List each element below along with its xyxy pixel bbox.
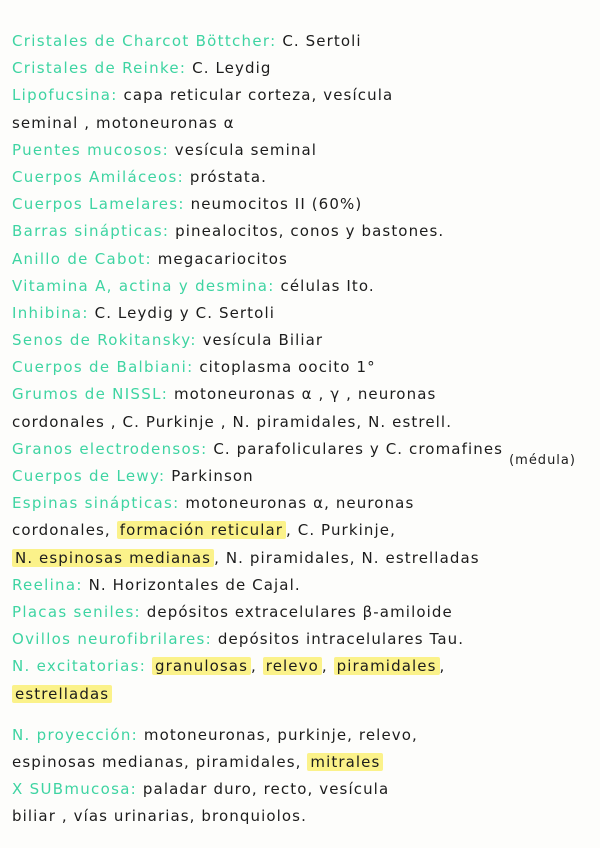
note-line: [12, 626, 592, 653]
note-description: megacariocitos: [157, 249, 288, 268]
note-continuation: , N. piramidales, N. estrelladas: [214, 548, 480, 567]
note-description: Parkinson: [171, 467, 254, 485]
note-line: [12, 803, 592, 830]
note-description: vesícula seminal: [174, 140, 318, 159]
note-description: capa reticular corteza, vesícula: [123, 86, 394, 105]
note-description: citoplasma oocito 1°: [199, 358, 376, 377]
note-term: X SUBmucosa:: [12, 780, 138, 799]
note-line: [12, 28, 592, 55]
note-line: [12, 137, 592, 164]
note-line: [12, 599, 592, 626]
note-line: [12, 722, 592, 749]
note-term: Cuerpos de Balbiani:: [12, 358, 194, 377]
note-description: neumocitos II (60%): [190, 195, 363, 214]
note-line: [12, 110, 592, 137]
note-description: motoneuronas, purkinje, relevo,: [143, 725, 418, 744]
note-term: N. excitatorias:: [12, 657, 147, 676]
note-term: Cuerpos de Lewy:: [12, 467, 166, 485]
note-line: [12, 572, 592, 599]
note-line: [12, 490, 592, 517]
note-line: [12, 749, 592, 776]
highlighted-text: mitrales: [307, 753, 383, 771]
note-line: [12, 517, 592, 544]
note-line: [12, 246, 592, 273]
note-description: vesícula Biliar: [202, 331, 324, 350]
note-term: Cristales de Charcot Böttcher:: [12, 32, 277, 50]
note-continuation: cordonales , C. Purkinje , N. piramidales, N. estrell.: [12, 412, 453, 431]
highlighted-text: formación reticular: [117, 521, 286, 539]
note-description: pinealocitos, conos y bastones.: [175, 222, 445, 241]
note-line: [12, 409, 592, 436]
note-description: ,: [251, 657, 263, 676]
note-line: [12, 463, 592, 490]
note-description: C. parafoliculares y C. cromafines: [213, 439, 504, 458]
note-line: [12, 55, 592, 82]
note-continuation: biliar , vías urinarias, bronquiolos.: [12, 807, 307, 826]
note-term: Cuerpos Lamelares:: [12, 195, 185, 214]
note-continuation: cordonales,: [12, 521, 117, 540]
note-term: Anillo de Cabot:: [12, 249, 152, 268]
note-term: Reelina:: [12, 575, 83, 594]
note-description: próstata.: [189, 167, 268, 186]
note-line: [12, 653, 592, 680]
note-description: depósitos extracelulares β-amiloide: [146, 602, 453, 621]
note-continuation: seminal , motoneuronas α: [12, 113, 235, 132]
note-line: [12, 545, 592, 572]
note-line: [12, 273, 592, 300]
note-description: N. Horizontales de Cajal.: [88, 575, 301, 594]
note-term: Placas seniles:: [12, 602, 141, 621]
note-line: [12, 354, 592, 381]
note-line: [12, 776, 592, 803]
note-term: Lipofucsina:: [12, 86, 118, 105]
note-description: paladar duro, recto, vesícula: [142, 780, 390, 799]
highlighted-text: relevo: [263, 657, 322, 675]
note-term: N. proyección:: [12, 725, 138, 744]
note-term: Barras sinápticas:: [12, 222, 170, 241]
note-line: [12, 218, 592, 245]
note-description: C. Leydig y C. Sertoli: [94, 303, 275, 322]
note-description: motoneuronas α , γ , neuronas: [173, 385, 437, 404]
note-line: [12, 381, 592, 408]
note-description: C. Leydig: [192, 59, 272, 78]
note-line: [12, 681, 592, 708]
note-description: ,: [321, 657, 334, 676]
note-line: [12, 191, 592, 218]
note-term: Cristales de Reinke:: [12, 59, 187, 78]
spacer: [12, 708, 592, 722]
note-term: Espinas sinápticas:: [12, 494, 180, 513]
note-continuation: , C. Purkinje,: [286, 521, 396, 540]
note-term: Granos electrodensos:: [12, 439, 208, 458]
highlighted-text: piramidales: [334, 657, 440, 675]
note-term: Puentes mucosos:: [12, 140, 169, 159]
note-line: [12, 436, 592, 468]
note-description: depósitos intracelulares Tau.: [217, 630, 465, 649]
note-description: C. Sertoli: [282, 32, 362, 50]
note-line: [12, 327, 592, 354]
note-line: [12, 164, 592, 191]
note-continuation: espinosas medianas, piramidales,: [12, 752, 308, 771]
note-description: ,: [439, 657, 446, 676]
highlighted-text: estrelladas: [12, 685, 112, 703]
note-term: Ovillos neurofibrilares:: [12, 630, 213, 649]
note-description: células Ito.: [280, 276, 375, 295]
note-term: Cuerpos Amiláceos:: [12, 167, 184, 186]
note-term: Vitamina A, actina y desmina:: [12, 276, 275, 295]
note-term: Grumos de NISSL:: [12, 385, 169, 404]
note-line: [12, 300, 592, 327]
note-description: motoneuronas α, neuronas: [185, 494, 415, 513]
note-term: Inhibina:: [12, 303, 89, 322]
note-term: Senos de Rokitansky:: [12, 331, 197, 350]
note-subscript: (médula): [509, 452, 576, 468]
note-line: [12, 82, 592, 109]
highlighted-text: granulosas: [152, 657, 251, 675]
highlighted-text: N. espinosas medianas: [12, 549, 214, 567]
